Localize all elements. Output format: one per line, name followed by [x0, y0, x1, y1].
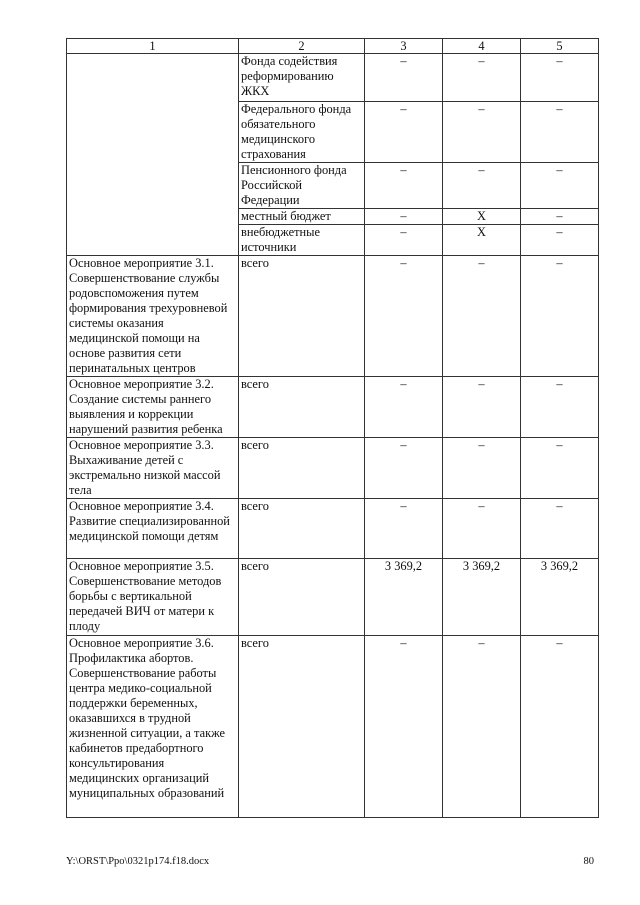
value-cell: 3 369,2 [443, 559, 521, 636]
value-cell: – [521, 438, 599, 499]
funding-source: всего [239, 256, 365, 377]
column-header-3: 3 [365, 39, 443, 54]
value-cell: – [365, 636, 443, 818]
value-cell: – [365, 377, 443, 438]
value-cell: – [365, 499, 443, 559]
funding-source: внебюджетные источники [239, 225, 365, 256]
table-row [67, 256, 599, 377]
measure-name: Основное мероприятие 3.1. Совершенствование службы родовспоможения путем формирования трехуровневой системы оказания медицинской помощи на основе развития сети перинатальных центров [67, 256, 239, 377]
value-cell: Х [443, 209, 521, 225]
table-row [67, 636, 599, 818]
empty-measure-cell [67, 54, 239, 256]
measure-name: Основное мероприятие 3.6. Профилактика абортов. Совершенствование работы центра медико-социальной поддержки беременных, оказавшихся в трудной жизненной ситуации, а также кабинетов предабортного консультирования медицинских организаций муниципальных образований [67, 636, 239, 818]
measure-name: Основное мероприятие 3.3. Выхаживание детей с экстремально низкой массой тела [67, 438, 239, 499]
funding-source: Пенсионного фонда Российской Федерации [239, 163, 365, 209]
value-cell: – [365, 438, 443, 499]
value-cell: – [443, 499, 521, 559]
header-row [67, 39, 599, 54]
value-cell: – [521, 209, 599, 225]
file-path: Y:\ORST\Ppo\0321p174.f18.docx [66, 856, 210, 867]
table-row [67, 438, 599, 499]
table-row [67, 559, 599, 636]
value-cell: – [521, 499, 599, 559]
funding-source: Федерального фонда обязательного медицинского страхования [239, 102, 365, 163]
column-header-1: 1 [67, 39, 239, 54]
table-row [67, 499, 599, 559]
page-number: 80 [583, 856, 594, 867]
funding-source: местный бюджет [239, 209, 365, 225]
value-cell: – [443, 163, 521, 209]
measure-name: Основное мероприятие 3.5. Совершенствование методов борьбы с вертикальной передачей ВИЧ от матери к плоду [67, 559, 239, 636]
value-cell: – [365, 102, 443, 163]
funding-source: Фонда содействия реформированию ЖКХ [239, 54, 365, 102]
table-row [67, 377, 599, 438]
value-cell: – [365, 256, 443, 377]
value-cell: – [443, 438, 521, 499]
measure-name: Основное мероприятие 3.4. Развитие специализированной медицинской помощи детям [67, 499, 239, 559]
measure-name: Основное мероприятие 3.2. Создание системы раннего выявления и коррекции нарушений развития ребенка [67, 377, 239, 438]
funding-source: всего [239, 559, 365, 636]
value-cell: – [443, 54, 521, 102]
value-cell: – [521, 225, 599, 256]
value-cell: – [443, 636, 521, 818]
value-cell: Х [443, 225, 521, 256]
value-cell: – [365, 163, 443, 209]
funding-source: всего [239, 377, 365, 438]
value-cell: – [521, 163, 599, 209]
column-header-2: 2 [239, 39, 365, 54]
column-header-4: 4 [443, 39, 521, 54]
value-cell: 3 369,2 [521, 559, 599, 636]
funding-source: всего [239, 499, 365, 559]
value-cell: – [443, 102, 521, 163]
value-cell: – [521, 377, 599, 438]
value-cell: – [365, 225, 443, 256]
value-cell: – [521, 54, 599, 102]
value-cell: – [521, 636, 599, 818]
funding-source: всего [239, 438, 365, 499]
value-cell: – [443, 256, 521, 377]
column-header-5: 5 [521, 39, 599, 54]
funding-table [66, 38, 599, 818]
value-cell: – [365, 54, 443, 102]
value-cell: – [443, 377, 521, 438]
funding-source: всего [239, 636, 365, 818]
value-cell: – [521, 256, 599, 377]
value-cell: 3 369,2 [365, 559, 443, 636]
value-cell: – [521, 102, 599, 163]
value-cell: – [365, 209, 443, 225]
table-row [67, 54, 599, 102]
